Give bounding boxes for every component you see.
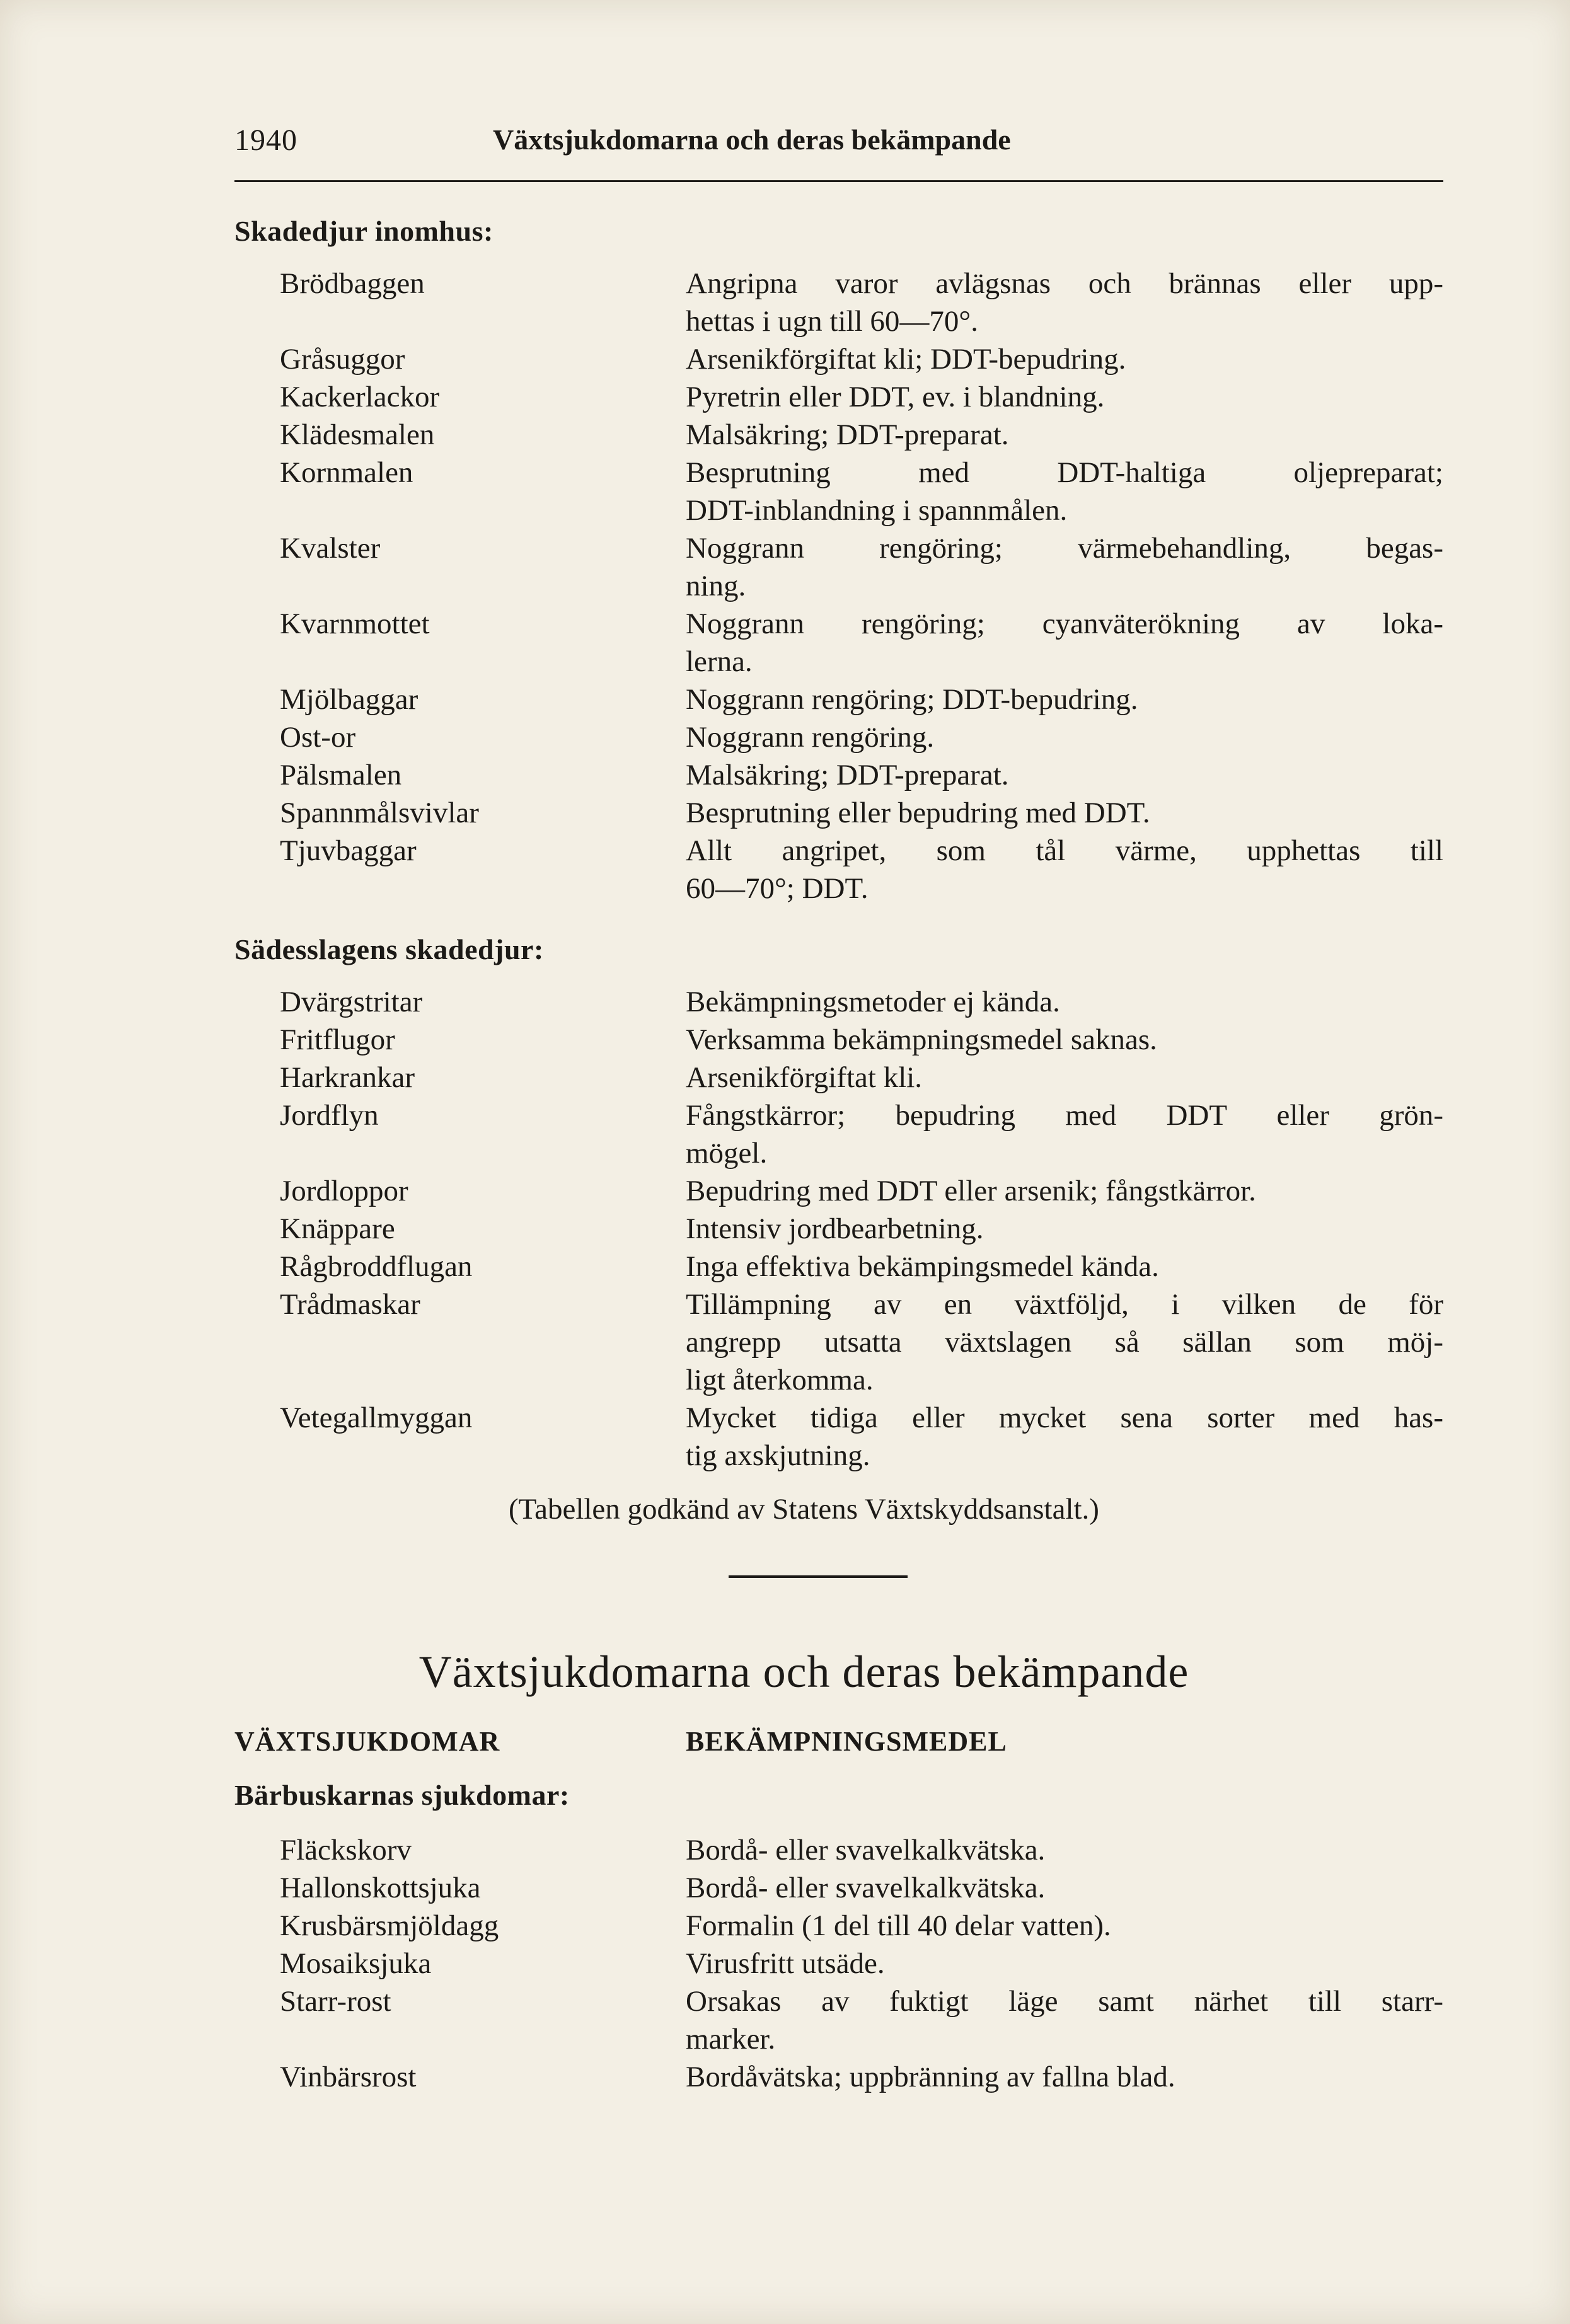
- pest-name: Hallonskottsjuka: [280, 1872, 481, 1904]
- remedy-line: Intensiv jordbearbetning.: [686, 1212, 984, 1245]
- section-heading-grain-pests: Sädesslagens skadedjur:: [234, 933, 544, 965]
- remedy-text: [686, 454, 1443, 529]
- column-header-diseases: VÄXTSJUKDOMAR: [234, 1726, 500, 1757]
- remedy-line: Orsakas av fuktigt läge samt närhet till starr-: [686, 1985, 1443, 2018]
- remedy-text: [686, 718, 1443, 756]
- remedy-text: [686, 1210, 1443, 1248]
- remedy-text: [686, 681, 1443, 718]
- remedy-text: [686, 1945, 1443, 1982]
- remedy-line: Malsäkring; DDT-preparat.: [686, 759, 1009, 791]
- section-heading-berry-diseases: Bärbuskarnas sjukdomar:: [234, 1779, 570, 1811]
- pest-name: Fläckskorv: [280, 1834, 412, 1867]
- remedy-text: [686, 1286, 1443, 1399]
- pest-name: Ost-or: [280, 721, 356, 754]
- header-rule: [234, 180, 1443, 182]
- remedy-line: Tillämpning av en växtföljd, i vilken de för: [686, 1288, 1443, 1321]
- remedy-text: [686, 340, 1443, 378]
- pest-name: Vetegallmyggan: [280, 1401, 473, 1434]
- remedy-line: Besprutning eller bepudring med DDT.: [686, 797, 1150, 829]
- remedy-line: ligt återkomma.: [686, 1364, 874, 1396]
- pest-name: Jordloppor: [280, 1175, 408, 1207]
- remedy-line: Bepudring med DDT eller arsenik; fångstkärror.: [686, 1175, 1256, 1207]
- remedy-text: [686, 529, 1443, 605]
- section-divider: [729, 1575, 908, 1578]
- remedy-text: [686, 1096, 1443, 1172]
- remedy-line: Allt angripet, som tål värme, upphettas till: [686, 834, 1443, 867]
- remedy-text: [686, 1982, 1443, 2058]
- remedy-line: ning.: [686, 570, 746, 602]
- remedy-text: [686, 983, 1443, 1021]
- remedy-text: [686, 794, 1443, 832]
- remedy-text: [686, 1021, 1443, 1059]
- running-title: Växtsjukdomarna och deras bekämpande: [493, 124, 1011, 156]
- pest-name: Spannmålsvivlar: [280, 797, 479, 829]
- remedy-text: [686, 1248, 1443, 1286]
- remedy-text: [686, 756, 1443, 794]
- remedy-line: Fångstkärror; bepudring med DDT eller grön-: [686, 1099, 1443, 1132]
- remedy-line: angrepp utsatta växtslagen så sällan som möj-: [686, 1326, 1443, 1359]
- pest-name: Klädesmalen: [280, 418, 435, 451]
- pest-name: Starr-rost: [280, 1985, 391, 2018]
- column-header-remedies: BEKÄMPNINGSMEDEL: [686, 1726, 1007, 1757]
- remedy-line: hettas i ugn till 60—70°.: [686, 305, 978, 338]
- remedy-text: [686, 1399, 1443, 1475]
- page-number: 1940: [234, 124, 297, 157]
- remedy-line: Pyretrin eller DDT, ev. i blandning.: [686, 381, 1105, 413]
- remedy-line: DDT-inblandning i spannmålen.: [686, 494, 1068, 527]
- remedy-line: Verksamma bekämpningsmedel saknas.: [686, 1023, 1157, 1056]
- pest-name: Kackerlackor: [280, 381, 440, 413]
- remedy-line: Inga effektiva bekämpingsmedel kända.: [686, 1250, 1159, 1283]
- remedy-text: [686, 416, 1443, 454]
- remedy-line: Malsäkring; DDT-preparat.: [686, 418, 1009, 451]
- remedy-line: Noggrann rengöring; DDT-bepudring.: [686, 683, 1138, 716]
- remedy-line: Formalin (1 del till 40 delar vatten).: [686, 1909, 1111, 1942]
- remedy-line: Noggrann rengöring.: [686, 721, 935, 754]
- running-header: [234, 123, 1443, 167]
- remedy-line: Besprutning med DDT-haltiga oljepreparat;: [686, 456, 1443, 489]
- remedy-line: Angripna varor avlägsnas och brännas eller upp-: [686, 267, 1443, 300]
- remedy-line: Virusfritt utsäde.: [686, 1947, 885, 1980]
- pest-name: Gråsuggor: [280, 343, 405, 376]
- remedy-text: [686, 265, 1443, 340]
- main-title: Växtsjukdomarna och deras bekämpande: [418, 1647, 1189, 1697]
- remedy-text: [686, 2058, 1443, 2096]
- pest-name: Pälsmalen: [280, 759, 402, 791]
- remedy-line: Bordåvätska; uppbränning av fallna blad.: [686, 2061, 1175, 2093]
- remedy-line: Noggrann rengöring; cyanväterökning av loka-: [686, 607, 1443, 640]
- pest-name: Kornmalen: [280, 456, 413, 489]
- section-heading-indoor-pests: Skadedjur inomhus:: [234, 215, 494, 247]
- remedy-line: tig axskjutning.: [686, 1439, 870, 1472]
- remedy-line: Bordå- eller svavelkalkvätska.: [686, 1872, 1046, 1904]
- pest-name: Mosaiksjuka: [280, 1947, 432, 1980]
- pest-name: Trådmaskar: [280, 1288, 420, 1321]
- pest-name: Dvärgstritar: [280, 986, 423, 1018]
- pest-name: Mjölbaggar: [280, 683, 418, 716]
- pest-name: Tjuvbaggar: [280, 834, 417, 867]
- remedy-line: 60—70°; DDT.: [686, 872, 869, 905]
- remedy-text: [686, 1172, 1443, 1210]
- remedy-line: Mycket tidiga eller mycket sena sorter med has-: [686, 1401, 1443, 1434]
- remedy-line: Arsenikförgiftat kli.: [686, 1061, 923, 1094]
- remedy-text: [686, 605, 1443, 681]
- remedy-text: [686, 832, 1443, 907]
- pest-name: Fritflugor: [280, 1023, 395, 1056]
- remedy-text: [686, 378, 1443, 416]
- remedy-line: Noggrann rengöring; värmebehandling, begas-: [686, 532, 1443, 565]
- pest-name: Kvalster: [280, 532, 381, 565]
- remedy-text: [686, 1831, 1443, 1869]
- pest-name: Kvarnmottet: [280, 607, 430, 640]
- pest-name: Jordflyn: [280, 1099, 379, 1132]
- pest-name: Brödbaggen: [280, 267, 425, 300]
- pest-name: Krusbärsmjöldagg: [280, 1909, 499, 1942]
- pest-name: Vinbärsrost: [280, 2061, 417, 2093]
- remedy-line: Bordå- eller svavelkalkvätska.: [686, 1834, 1046, 1867]
- remedy-line: marker.: [686, 2023, 776, 2056]
- remedy-line: Bekämpningsmetoder ej kända.: [686, 986, 1060, 1018]
- remedy-line: Arsenikförgiftat kli; DDT-bepudring.: [686, 343, 1126, 376]
- remedy-text: [686, 1059, 1443, 1096]
- pest-name: Rågbroddflugan: [280, 1250, 473, 1283]
- approval-note: (Tabellen godkänd av Statens Växtskyddsanstalt.): [509, 1493, 1099, 1526]
- pest-name: Harkrankar: [280, 1061, 415, 1094]
- remedy-line: mögel.: [686, 1137, 768, 1170]
- pest-name: Knäppare: [280, 1212, 395, 1245]
- remedy-line: lerna.: [686, 645, 753, 678]
- remedy-text: [686, 1907, 1443, 1945]
- remedy-text: [686, 1869, 1443, 1907]
